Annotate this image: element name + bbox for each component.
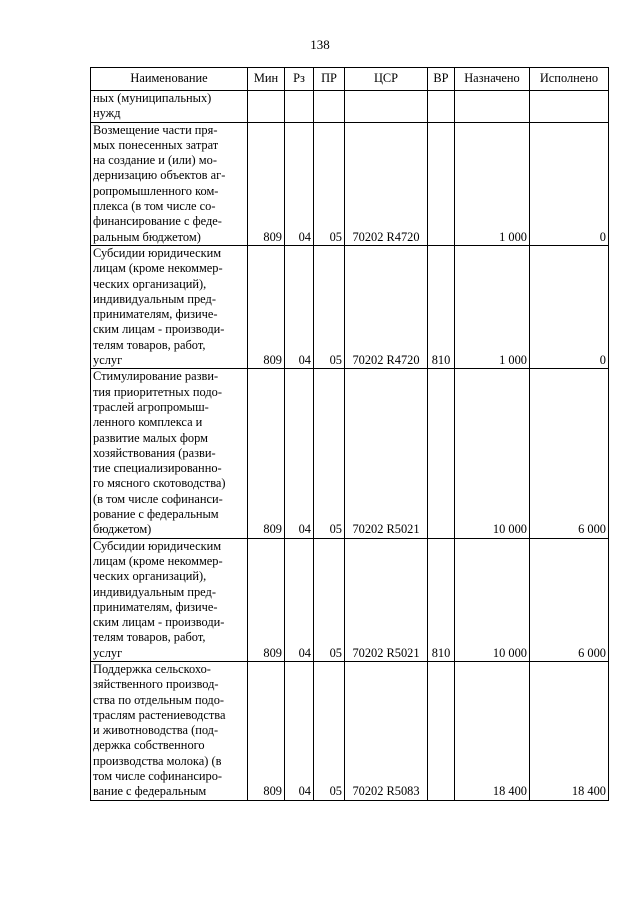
header-executed: Исполнено xyxy=(530,68,609,91)
row-name: ных (муниципальных) нужд xyxy=(91,91,248,123)
header-min: Мин xyxy=(248,68,285,91)
row-assigned: 10 000 xyxy=(455,538,530,661)
row-csr: 70202 R5021 xyxy=(345,369,428,538)
row-min: 809 xyxy=(248,661,285,800)
row-rz: 04 xyxy=(285,369,314,538)
row-executed: 0 xyxy=(530,245,609,368)
row-pr: 05 xyxy=(314,538,345,661)
header-pr: ПР xyxy=(314,68,345,91)
row-min: 809 xyxy=(248,122,285,245)
table-row xyxy=(91,661,609,800)
row-executed: 6 000 xyxy=(530,369,609,538)
row-vr: 810 xyxy=(428,245,455,368)
header-csr: ЦСР xyxy=(345,68,428,91)
row-name: Поддержка сельскохо- зяйственного производ- ства по отдельным подо- траслям растениеводства и животноводства (под- держка собственного производства молока) (в том числе софинансиро- вание с федеральным xyxy=(91,661,248,800)
row-min: 809 xyxy=(248,538,285,661)
row-csr: 70202 R4720 xyxy=(345,122,428,245)
row-csr: 70202 R4720 xyxy=(345,245,428,368)
row-executed: 6 000 xyxy=(530,538,609,661)
row-name: Субсидии юридическим лицам (кроме некоммер- ческих организаций), индивидуальным пред- принимателям, физиче- ским лицам - производи- телям товаров, работ, услуг xyxy=(91,245,248,368)
table-row xyxy=(91,538,609,661)
row-min: 809 xyxy=(248,369,285,538)
row-min: 809 xyxy=(248,245,285,368)
row-assigned: 18 400 xyxy=(455,661,530,800)
header-assigned: Назначено xyxy=(455,68,530,91)
row-assigned: 1 000 xyxy=(455,245,530,368)
row-rz: 04 xyxy=(285,245,314,368)
row-rz xyxy=(285,91,314,123)
row-pr: 05 xyxy=(314,122,345,245)
row-pr xyxy=(314,91,345,123)
row-csr: 70202 R5021 xyxy=(345,538,428,661)
row-csr xyxy=(345,91,428,123)
row-assigned: 1 000 xyxy=(455,122,530,245)
table-row xyxy=(91,91,609,123)
row-vr xyxy=(428,369,455,538)
row-executed: 18 400 xyxy=(530,661,609,800)
row-rz: 04 xyxy=(285,122,314,245)
table-row xyxy=(91,122,609,245)
table-row xyxy=(91,245,609,368)
row-vr xyxy=(428,661,455,800)
row-rz: 04 xyxy=(285,661,314,800)
row-csr: 70202 R5083 xyxy=(345,661,428,800)
row-executed: 0 xyxy=(530,122,609,245)
table-row xyxy=(91,369,609,538)
header-name: Наименование xyxy=(91,68,248,91)
header-row xyxy=(91,68,609,91)
row-executed xyxy=(530,91,609,123)
row-vr xyxy=(428,122,455,245)
row-name: Стимулирование разви- тия приоритетных подо- траслей агропромыш- ленного комплекса и развитие малых форм хозяйствования (разви- тие специализированно- го мясного скотоводства) (в том числе софинанси- рование с федеральным бюджетом) xyxy=(91,369,248,538)
header-vr: ВР xyxy=(428,68,455,91)
row-pr: 05 xyxy=(314,661,345,800)
row-vr xyxy=(428,91,455,123)
header-rz: Рз xyxy=(285,68,314,91)
row-min xyxy=(248,91,285,123)
row-name: Субсидии юридическим лицам (кроме некоммер- ческих организаций), индивидуальным пред- принимателям, физиче- ским лицам - производи- телям товаров, работ, услуг xyxy=(91,538,248,661)
budget-table xyxy=(90,67,609,801)
page-number: 138 xyxy=(310,37,330,52)
row-assigned xyxy=(455,91,530,123)
row-pr: 05 xyxy=(314,245,345,368)
row-rz: 04 xyxy=(285,538,314,661)
row-pr: 05 xyxy=(314,369,345,538)
row-name: Возмещение части пря- мых понесенных затрат на создание и (или) мо- дернизацию объектов аг- ропромышленного ком- плекса (в том числе со- финансирование с феде- ральным бюджетом) xyxy=(91,122,248,245)
row-assigned: 10 000 xyxy=(455,369,530,538)
row-vr: 810 xyxy=(428,538,455,661)
